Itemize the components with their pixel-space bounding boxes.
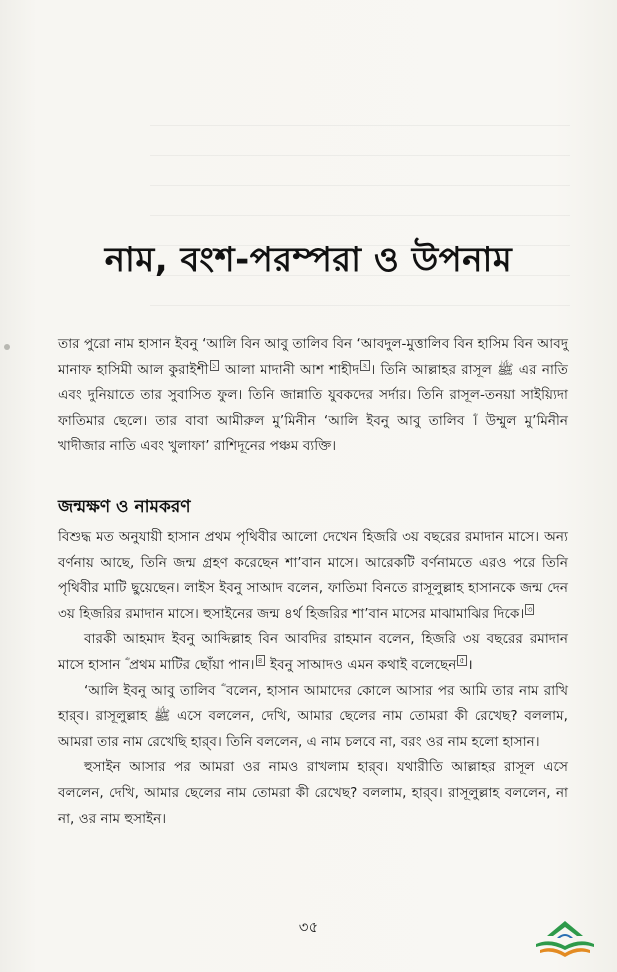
intro-paragraph [58, 332, 568, 460]
paragraph-3: ‘আলি ইবনু আবু তালিব ؓ বলেন, হাসান আমাদের কোলে আসার পর আমি তার নাম রাখি হার্‌ব। রাসূলুল্লাহ ﷺ এসে বললেন, দেখি, আমার ছেলের নাম তোমরা কী রেখেছ? বললাম, আমরা তার নাম রেখেছি হার্‌ব। তিনি বললেন, এ নাম চলবে না, বরং ওর নাম হলো হাসান। [58, 682, 568, 750]
paragraph-2-text-2: ইবনু সাআদও এমন কথাই বলেছেন [265, 656, 457, 673]
footnote-marker-5[interactable]: ৫ [459, 656, 465, 666]
logo-inner-arc [557, 934, 573, 938]
section-heading: জন্মক্ষণ ও নামকরণ [58, 497, 191, 517]
paragraph-1 [58, 525, 568, 627]
footnote-marker-1[interactable]: ১ [211, 361, 217, 371]
footnote-marker-3[interactable]: ৩ [527, 605, 533, 615]
paragraph-4: হুসাইন আসার পর আমরা ওর নামও রাখলাম হার্‌ব। যথারীতি আল্লাহর রাসূল এসে বললেন, দেখি, আমার ছেলের নাম তোমরা কী রেখেছ? বললাম, হার্‌ব। রাসূলুল্লাহ বললেন, না না, ওর নাম হুসাইন। [58, 759, 568, 827]
intro-text-3: । তিনি আল্লাহর রাসূল ﷺ এর নাতি এবং দুনিয়াতে তার সুবাসিত ফুল। তিনি জান্নাতি যুবকদের সর্দার। তিনি রাসূল-তনয়া সাইয়্যিদা ফাতিমার ছেলে। তার বাবা আমীরুল মু’মিনীন ‘আলি ইবনু আবু তালিব ؓ। উম্মুল মু’মিনীন খাদীজার নাতি এবং খুলাফা’ রাশিদূনের পঞ্চম ব্যক্তি। [58, 361, 568, 455]
intro-text-2: আলা মাদানী আশ শাহীদ [219, 361, 360, 378]
paragraph-2-end: । [467, 656, 473, 673]
paragraph-2-text: বারকী আহমাদ ইবনু আব্দিল্লাহ বিন আবদির রাহমান বলেন, হিজরি ৩য় বছরের রমাদান মাসে হাসান ؓ প্রথম মাটির ছোঁয়া পান। [58, 631, 568, 673]
publisher-logo-icon [530, 916, 600, 960]
paragraph-1-text: বিশুদ্ধ মত অনুযায়ী হাসান প্রথম পৃথিবীর আলো দেখেন হিজরি ৩য় বছরের রমাদান মাসে। অন্য বর্ণনায় আছে, তিনি জন্ম গ্রহণ করেছেন শা’বান মাসে। আরেকটি বর্ণনামতে এরও পরে তিনি পৃথিবীর মাটি ছুয়েছেন। লাইস ইবনু সাআদ বলেন, ফাতিমা বিনতে রাসূলুল্লাহ হাসানকে জন্ম দেন ৩য় হিজরির রমাদান মাসে। হুসাইনের জন্ম ৪র্থ হিজরির শা’বান মাসের মাঝামাঝির দিকে। [58, 529, 568, 622]
paragraph-2 [58, 627, 568, 678]
footnote-marker-4[interactable]: ৪ [257, 656, 263, 666]
scan-dot [4, 344, 10, 350]
footnote-marker-2[interactable]: ২ [362, 361, 368, 371]
section-body [58, 525, 568, 832]
intro-text-1: তার পুরো নাম হাসান ইবনু ‘আলি বিন আবু তালিব বিন ‘আবদুল-মুত্তালিব বিন হাসিম বিন আবদু মানাফ হাসিমী আল কুরাইশী [58, 336, 568, 378]
chapter-title: নাম, বংশ-পরম্পরা ও উপনাম [104, 240, 513, 280]
logo-roof [547, 921, 583, 936]
page-number: ৩৫ [298, 918, 319, 936]
